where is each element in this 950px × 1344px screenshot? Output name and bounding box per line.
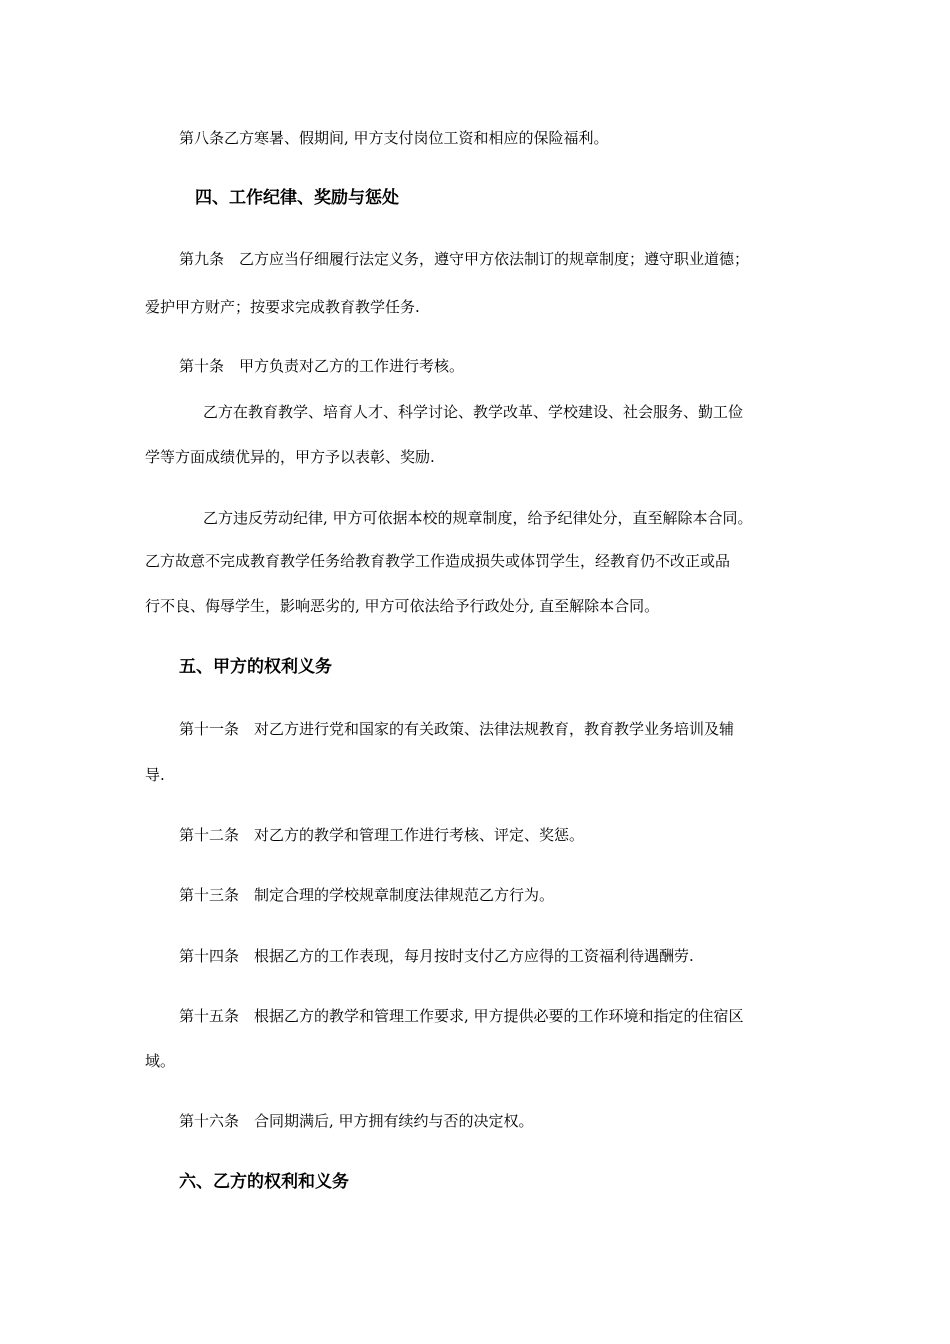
article-14: 第十四条 根据乙方的工作表现，每月按时支付乙方应得的工资福利待遇酬劳. — [179, 947, 694, 965]
article-15-line-1: 第十五条 根据乙方的教学和管理工作要求, 甲方提供必要的工作环境和指定的住宿区 — [179, 1007, 744, 1025]
article-11-line-1: 第十一条 对乙方进行党和国家的有关政策、法律法规教育，教育教学业务培训及辅 — [179, 720, 735, 738]
article-9-line-2: 爱护甲方财产；按要求完成教育教学任务. — [145, 298, 420, 316]
article-10: 第十条 甲方负责对乙方的工作进行考核。 — [179, 357, 465, 375]
article-13: 第十三条 制定合理的学校规章制度法律规范乙方行为。 — [179, 886, 555, 904]
section-4-title: 四、工作纪律、奖励与惩处 — [195, 188, 399, 208]
article-12: 第十二条 对乙方的教学和管理工作进行考核、评定、奖惩。 — [179, 826, 585, 844]
article-10-paragraph-2-line-1: 乙方在教育教学、培育人才、科学讨论、教学改革、学校建设、社会服务、勤工俭 — [203, 403, 744, 421]
article-10-paragraph-3-line-3: 行不良、侮辱学生，影响恶劣的, 甲方可依法给予行政处分, 直至解除本合同。 — [145, 597, 660, 615]
article-10-paragraph-3-line-1: 乙方违反劳动纪律, 甲方可依据本校的规章制度，给予纪律处分，直至解除本合同。 — [203, 509, 753, 527]
article-10-paragraph-2-line-2: 学等方面成绩优异的，甲方予以表彰、奖励. — [145, 448, 435, 466]
article-10-paragraph-3-line-2: 乙方故意不完成教育教学任务给教育教学工作造成损失或体罚学生，经教育仍不改正或品 — [145, 552, 731, 570]
section-5-title: 五、甲方的权利义务 — [179, 657, 332, 677]
article-16: 第十六条 合同期满后, 甲方拥有续约与否的决定权。 — [179, 1112, 534, 1130]
article-11-line-2: 导. — [145, 766, 165, 784]
section-6-title: 六、乙方的权利和义务 — [179, 1172, 349, 1192]
article-9-line-1: 第九条 乙方应当仔细履行法定义务，遵守甲方依法制订的规章制度；遵守职业道德； — [179, 250, 750, 268]
article-8: 第八条乙方寒暑、假期间, 甲方支付岗位工资和相应的保险福利。 — [179, 129, 609, 147]
article-15-line-2: 域。 — [145, 1052, 176, 1070]
